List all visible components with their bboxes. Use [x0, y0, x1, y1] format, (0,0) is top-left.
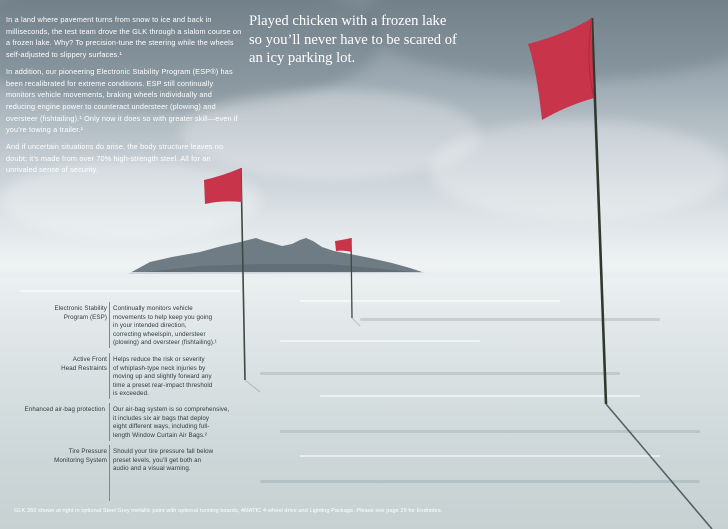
feature-divider	[109, 353, 110, 399]
body-paragraph-3: And if uncertain situations do arise, the body structure leaves no doubt; it’s made from over 70% high-strength steel. All for an unrivaled sense of security.	[6, 142, 224, 175]
feature-description: Helps reduce the risk or severity of whiplash-type neck injuries by moving up and slightly forward any time a preset rear-impact threshold is exceeded.	[113, 356, 213, 398]
feature-divider	[109, 403, 110, 441]
headline-line-3: an icy parking lot.	[249, 50, 356, 66]
feature-label: Enhanced air-bag protection	[24, 406, 105, 413]
flag-far	[335, 238, 352, 252]
headline	[249, 12, 489, 68]
feature-description: Continually monitors vehicle movements to help keep you going in your intended direction, correcting wheelspin, understeer (plowing) and oversteer (fishtailing).¹	[113, 305, 217, 347]
feature-label: Active Front Head Restraints	[61, 356, 107, 372]
feature-label: Tire Pressure Monitoring System	[54, 448, 107, 464]
footnote: GLK 350 shown at right in optional Steel Grey metallic paint with optional running boards, 4MATIC 4-wheel drive and Lighting Package. Please see page 29 for Endnotes.	[14, 508, 443, 514]
feature-divider	[109, 445, 110, 501]
headline-line-2: so you’ll never have to be scared of	[249, 31, 457, 48]
feature-description: Should your tire pressure fall below preset levels, you’ll get both an audio and a visual warning.	[113, 448, 214, 473]
body-paragraph-2: In addition, our pioneering Electronic Stability Program (ESP®) has been recalibrated for extreme conditions. ESP still continually monitors vehicle movements, braking wheels individually and reducing engine power to counteract understeer (plowing) and oversteer (fishtailing).¹ Only now it does so with greater skill—even if you’re towing a trailer.¹	[6, 66, 238, 135]
feature-label: Electronic Stability Program (ESP)	[54, 305, 107, 321]
body-copy	[6, 14, 242, 181]
feature-divider	[109, 302, 110, 348]
body-paragraph-1: In a land where pavement turns from snow to ice and back in milliseconds, the test team drove the GLK through a slalom course on a frozen lake. Why? To precision-tune the steering while the wheels self-adjusted to slippery surfaces.¹	[6, 15, 242, 60]
feature-description: Our air-bag system is so comprehensive, it includes six air bags that deploy eight different ways, including full- length Window Curtain Air Bags.²	[113, 406, 230, 439]
headline-line-1: Played chicken with a frozen lake	[249, 13, 447, 29]
flag-near	[528, 18, 594, 120]
